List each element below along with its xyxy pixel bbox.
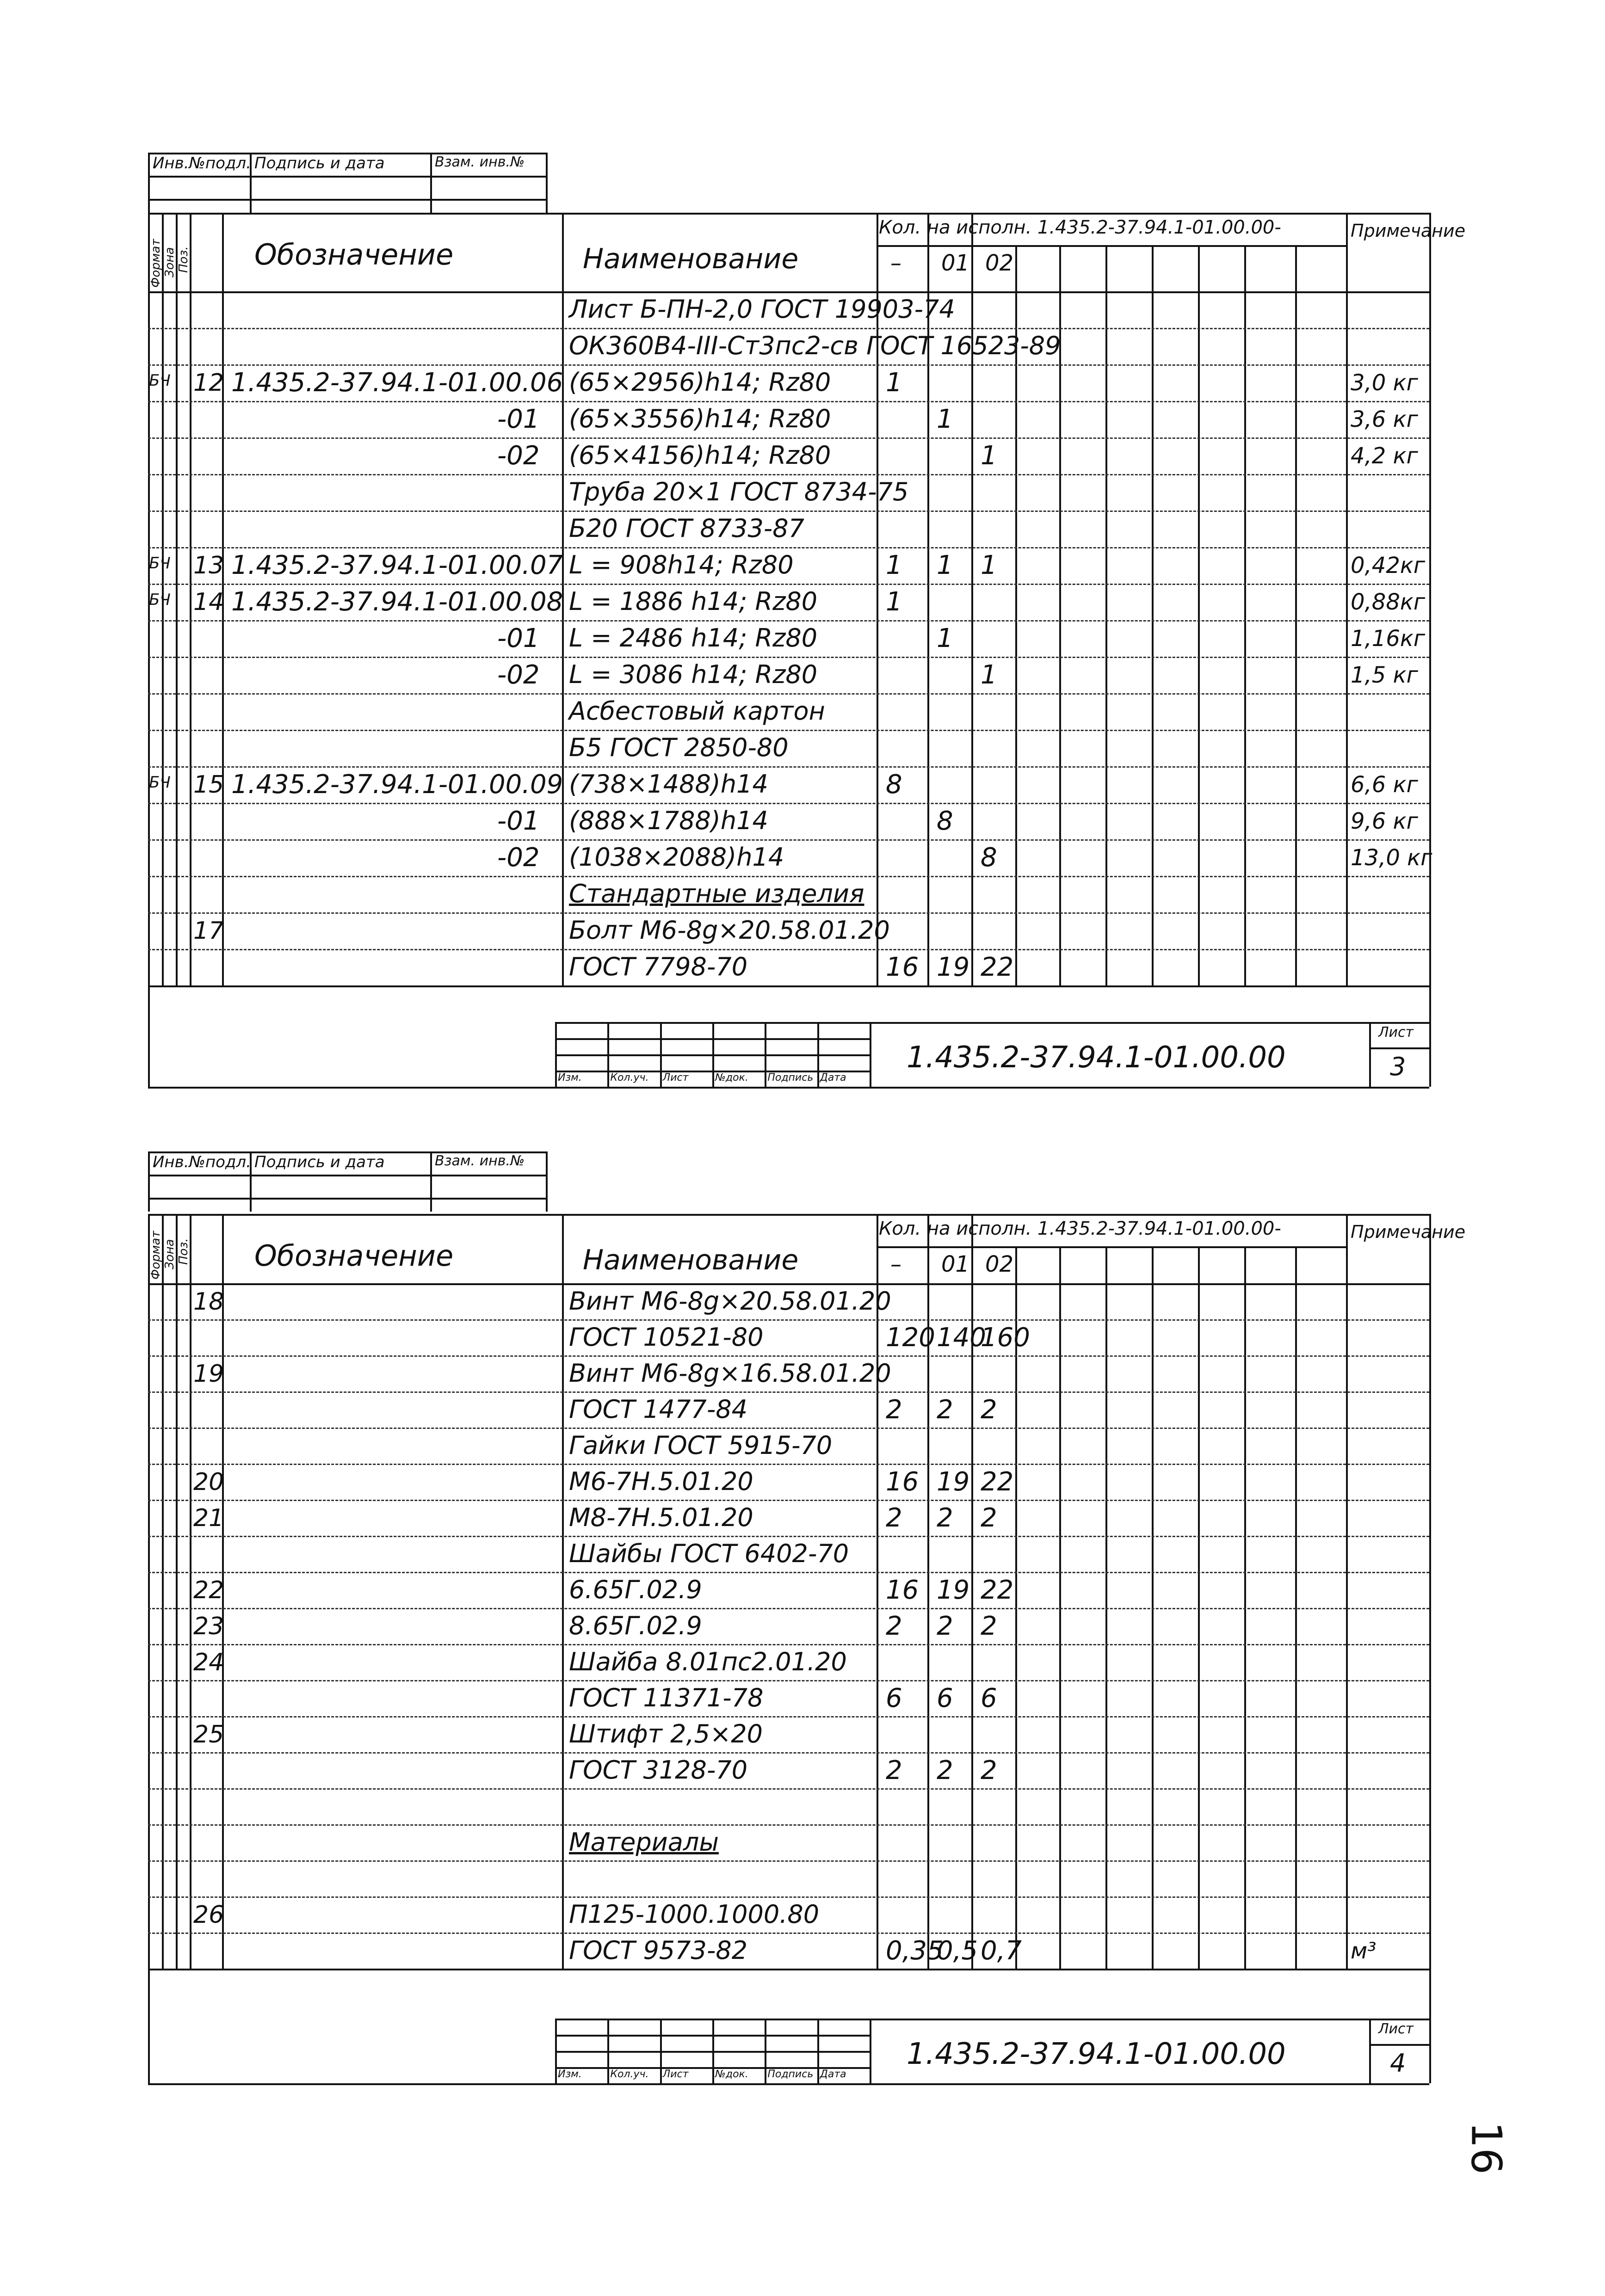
row-name: (65×4156)h14; Rz80 <box>569 441 831 470</box>
row-qty-1: 19 <box>937 952 970 982</box>
title-block-col-label: Лист <box>662 1072 689 1083</box>
row-designation: -01 <box>497 404 540 434</box>
header-qty-title: Кол. на исполн. 1.435.2-37.94.1-01.00.00- <box>879 1218 1281 1239</box>
row-name: Шайба 8.01пс2.01.20 <box>569 1647 847 1676</box>
row-qty-0: 2 <box>886 1395 902 1425</box>
rule-line <box>555 2019 1429 2020</box>
rule-line <box>877 1246 1346 1248</box>
rule-line <box>148 1214 1429 1216</box>
row-note: 9,6 кг <box>1351 808 1418 834</box>
rule-line <box>562 1214 564 1969</box>
rule-line <box>148 620 1429 622</box>
title-block-sheet-label: Лист <box>1378 2021 1414 2037</box>
stamp-sign-label: Подпись и дата <box>254 154 385 172</box>
rule-line <box>555 1022 1429 1024</box>
rule-line <box>148 176 546 178</box>
row-name: Гайки ГОСТ 5915-70 <box>569 1431 833 1460</box>
row-position: 20 <box>193 1468 224 1496</box>
header-format: Формат <box>149 239 163 288</box>
rule-line <box>190 1214 191 1969</box>
row-name: М6-7Н.5.01.20 <box>569 1467 753 1496</box>
row-designation: 1.435.2-37.94.1-01.00.06 <box>231 368 563 398</box>
row-name: Асбестовый картон <box>569 696 825 726</box>
row-position: 15 <box>193 771 224 799</box>
row-qty-1: 2 <box>937 1611 953 1641</box>
row-name: ГОСТ 3128-70 <box>569 1755 748 1785</box>
rule-line <box>148 1788 1429 1790</box>
rule-line <box>148 584 1429 585</box>
rule-line <box>148 1500 1429 1501</box>
stamp-sign-label: Подпись и дата <box>254 1153 385 1171</box>
header-qty-col: 01 <box>941 250 970 276</box>
row-position: 17 <box>193 917 224 945</box>
row-qty-1: 2 <box>937 1755 953 1785</box>
rule-line <box>148 1608 1429 1609</box>
rule-line <box>555 2035 870 2037</box>
rule-line <box>1369 2019 1371 2083</box>
title-block-sheet-no: 4 <box>1390 2049 1406 2078</box>
rule-line <box>877 1214 878 1969</box>
title-block-col-label: №док. <box>715 2068 748 2080</box>
row-name: Б20 ГОСТ 8733-87 <box>569 514 804 543</box>
row-qty-2: 1 <box>981 441 997 471</box>
row-qty-1: 140 <box>937 1323 986 1353</box>
row-position: 23 <box>193 1613 224 1640</box>
rule-line <box>877 245 1346 247</box>
row-designation: -02 <box>497 843 540 873</box>
row-qty-2: 0,7 <box>981 1936 1022 1966</box>
row-name: L = 3086 h14; Rz80 <box>569 660 818 689</box>
row-name: (1038×2088)h14 <box>569 843 784 872</box>
row-name: L = 908h14; Rz80 <box>569 550 794 579</box>
row-qty-2: 8 <box>981 843 997 873</box>
row-note: 3,6 кг <box>1351 406 1418 432</box>
row-name: Б5 ГОСТ 2850-80 <box>569 733 789 762</box>
row-designation: 1.435.2-37.94.1-01.00.07 <box>231 550 563 580</box>
title-block-col-label: Подпись <box>767 2068 814 2080</box>
row-position: 22 <box>193 1576 224 1604</box>
rule-line <box>148 876 1429 877</box>
rule-line <box>1369 1047 1429 1049</box>
row-name: (738×1488)h14 <box>569 769 768 799</box>
rule-line <box>148 1319 1429 1321</box>
rule-line <box>148 291 1429 293</box>
row-position: 19 <box>193 1360 224 1388</box>
header-format: Формат <box>149 1231 163 1280</box>
rule-line <box>1295 245 1297 985</box>
row-qty-1: 2 <box>937 1503 953 1533</box>
row-qty-2: 2 <box>981 1395 997 1425</box>
rule-line <box>148 1391 1429 1393</box>
row-qty-1: 1 <box>937 550 953 580</box>
rule-line <box>148 912 1429 914</box>
header-name: Наименование <box>583 243 799 275</box>
rule-line <box>148 1752 1429 1754</box>
row-qty-1: 1 <box>937 623 953 653</box>
row-qty-0: 8 <box>886 769 902 800</box>
rule-line <box>148 213 150 1087</box>
rule-line <box>430 153 432 213</box>
header-pos: Поз. <box>177 1238 191 1265</box>
header-qty-col: 02 <box>985 250 1014 276</box>
row-format: БЧ <box>149 371 171 390</box>
row-position: 26 <box>193 1901 224 1929</box>
row-qty-0: 16 <box>886 1575 919 1605</box>
rule-line <box>148 1175 546 1176</box>
rule-line <box>870 1022 871 1087</box>
rule-line <box>148 766 1429 768</box>
rule-line <box>148 1969 1429 1970</box>
rule-line <box>148 437 1429 439</box>
rule-line <box>1105 245 1107 985</box>
row-name: (888×1788)h14 <box>569 806 768 835</box>
rule-line <box>148 1283 1429 1285</box>
rule-line <box>148 1536 1429 1537</box>
row-name: Болт М6-8g×20.58.01.20 <box>569 916 890 945</box>
row-qty-0: 120 <box>886 1323 935 1353</box>
title-block-col-label: Кол.уч. <box>610 2068 649 2080</box>
row-qty-2: 2 <box>981 1611 997 1641</box>
rule-line <box>1152 245 1154 985</box>
rule-line <box>148 1087 1429 1089</box>
row-name: П125-1000.1000.80 <box>569 1900 820 1929</box>
rule-line <box>870 2019 871 2083</box>
row-name: L = 1886 h14; Rz80 <box>569 587 818 616</box>
row-qty-2: 22 <box>981 1575 1014 1605</box>
title-block-col-label: Изм. <box>558 2068 582 2080</box>
title-block-col-label: Подпись <box>767 1072 814 1083</box>
row-name: 6.65Г.02.9 <box>569 1575 702 1604</box>
rule-line <box>148 153 150 213</box>
row-qty-1: 19 <box>937 1467 970 1497</box>
rule-line <box>1429 213 1431 1087</box>
row-name: Труба 20×1 ГОСТ 8734-75 <box>569 477 909 506</box>
header-zone: Зона <box>163 247 177 277</box>
row-name: ГОСТ 1477-84 <box>569 1395 748 1424</box>
row-position: 14 <box>193 588 224 616</box>
row-name: Стандартные изделия <box>569 879 864 908</box>
rule-line <box>148 199 546 201</box>
rule-line <box>555 2051 870 2053</box>
rule-line <box>148 985 1429 987</box>
row-qty-2: 2 <box>981 1503 997 1533</box>
row-position: 12 <box>193 369 224 397</box>
title-block-col-label: Изм. <box>558 1072 582 1083</box>
title-block-sheet-label: Лист <box>1378 1024 1414 1040</box>
row-designation: -02 <box>497 441 540 471</box>
row-name: L = 2486 h14; Rz80 <box>569 623 818 652</box>
row-name: ГОСТ 9573-82 <box>569 1936 748 1965</box>
row-qty-0: 16 <box>886 952 919 982</box>
rule-line <box>148 474 1429 475</box>
rule-line <box>148 1428 1429 1429</box>
row-qty-0: 2 <box>886 1755 902 1785</box>
row-qty-1: 2 <box>937 1395 953 1425</box>
row-name: ГОСТ 11371-78 <box>569 1683 764 1712</box>
rule-line <box>148 1151 150 1212</box>
row-name: (65×2956)h14; Rz80 <box>569 368 831 397</box>
page-number: 16 <box>1462 2121 1511 2175</box>
rule-line <box>1244 245 1246 985</box>
title-block-col-label: Дата <box>820 2068 846 2080</box>
row-name: Штифт 2,5×20 <box>569 1719 763 1748</box>
row-note: 3,0 кг <box>1351 370 1418 396</box>
rule-line <box>148 213 1429 215</box>
row-note: 4,2 кг <box>1351 443 1418 469</box>
row-qty-1: 8 <box>937 806 953 836</box>
row-qty-1: 6 <box>937 1683 953 1713</box>
row-name: М8-7Н.5.01.20 <box>569 1503 753 1532</box>
rule-line <box>555 1054 870 1056</box>
row-qty-0: 2 <box>886 1503 902 1533</box>
row-qty-0: 0,35 <box>886 1936 944 1966</box>
rule-line <box>1429 1214 1431 2083</box>
row-qty-0: 2 <box>886 1611 902 1641</box>
row-name: 8.65Г.02.9 <box>569 1611 702 1640</box>
rule-line <box>148 1572 1429 1573</box>
rule-line <box>176 1214 178 1969</box>
row-format: БЧ <box>149 554 171 572</box>
header-qty-col: – <box>890 250 901 276</box>
rule-line <box>148 1355 1429 1357</box>
rule-line <box>430 1151 432 1212</box>
rule-line <box>1198 245 1200 985</box>
row-qty-1: 0,5 <box>937 1936 978 1966</box>
stamp-vzam-label: Взам. инв.№ <box>435 1153 525 1169</box>
header-note: Примечание <box>1351 1222 1466 1242</box>
header-pos: Поз. <box>177 246 191 273</box>
rule-line <box>1346 1214 1348 1969</box>
rule-line <box>148 1896 1429 1898</box>
rule-line <box>148 1860 1429 1862</box>
row-qty-2: 1 <box>981 550 997 580</box>
rule-line <box>148 1824 1429 1826</box>
stamp-inv-label: Инв.№подл. <box>153 154 251 172</box>
stamp-vzam-label: Взам. инв.№ <box>435 154 525 170</box>
row-qty-2: 6 <box>981 1683 997 1713</box>
row-designation: -02 <box>497 660 540 690</box>
row-designation: -01 <box>497 806 540 836</box>
row-qty-2: 2 <box>981 1755 997 1785</box>
rule-line <box>148 839 1429 841</box>
row-qty-2: 1 <box>981 660 997 690</box>
row-qty-2: 160 <box>981 1323 1030 1353</box>
row-format: БЧ <box>149 591 171 609</box>
row-name: Винт М6-8g×16.58.01.20 <box>569 1359 891 1388</box>
title-block-code: 1.435.2-37.94.1-01.00.00 <box>907 1040 1286 1075</box>
rule-line <box>1369 2044 1429 2046</box>
title-block-col-label: Кол.уч. <box>610 1072 649 1083</box>
row-name: Шайбы ГОСТ 6402-70 <box>569 1539 849 1568</box>
row-name: Лист Б-ПН-2,0 ГОСТ 19903-74 <box>569 295 955 324</box>
rule-line <box>1369 1022 1371 1087</box>
rule-line <box>148 657 1429 658</box>
rule-line <box>546 1151 548 1212</box>
rule-line <box>148 1933 1429 1934</box>
rule-line <box>148 730 1429 731</box>
row-qty-1: 19 <box>937 1575 970 1605</box>
title-block-sheet-no: 3 <box>1390 1052 1406 1081</box>
row-position: 25 <box>193 1721 224 1748</box>
row-qty-0: 1 <box>886 368 902 398</box>
rule-line <box>148 1680 1429 1681</box>
title-block-col-label: Лист <box>662 2068 689 2080</box>
row-position: 21 <box>193 1504 224 1532</box>
header-designation: Обозначение <box>254 1239 454 1273</box>
row-name: ГОСТ 10521-80 <box>569 1323 764 1352</box>
row-note: 1,16кг <box>1351 626 1426 652</box>
rule-line <box>148 803 1429 804</box>
rule-line <box>148 1464 1429 1465</box>
row-position: 13 <box>193 552 224 579</box>
header-name: Наименование <box>583 1244 799 1276</box>
rule-line <box>148 511 1429 512</box>
row-note: 1,5 кг <box>1351 662 1418 688</box>
header-qty-col: – <box>890 1251 901 1277</box>
header-qty-col: 02 <box>985 1251 1014 1277</box>
row-note: 6,6 кг <box>1351 772 1418 798</box>
rule-line <box>546 153 548 213</box>
header-zone: Зона <box>163 1239 177 1269</box>
rule-line <box>148 1214 150 2083</box>
row-position: 24 <box>193 1649 224 1676</box>
title-block-col-label: Дата <box>820 1072 846 1083</box>
row-name: Винт М6-8g×20.58.01.20 <box>569 1286 891 1316</box>
row-designation: 1.435.2-37.94.1-01.00.08 <box>231 587 563 617</box>
rule-line <box>148 949 1429 950</box>
row-name: ОК360В4-III-Ст3пс2-св ГОСТ 16523-89 <box>569 331 1061 360</box>
row-qty-0: 16 <box>886 1467 919 1497</box>
rule-line <box>148 547 1429 548</box>
header-qty-title: Кол. на исполн. 1.435.2-37.94.1-01.00.00- <box>879 217 1281 238</box>
row-qty-2: 22 <box>981 1467 1014 1497</box>
header-qty-col: 01 <box>941 1251 970 1277</box>
row-name: (65×3556)h14; Rz80 <box>569 404 831 433</box>
title-block-col-label: №док. <box>715 1072 748 1083</box>
stamp-inv-label: Инв.№подл. <box>153 1153 251 1171</box>
rule-line <box>148 693 1429 695</box>
rule-line <box>148 401 1429 402</box>
rule-line <box>555 1038 870 1040</box>
rule-line <box>162 1214 164 1969</box>
rule-line <box>148 364 1429 366</box>
row-qty-0: 6 <box>886 1683 902 1713</box>
rule-line <box>148 1644 1429 1645</box>
rule-line <box>148 1716 1429 1717</box>
row-note: м³ <box>1351 1938 1377 1964</box>
row-position: 18 <box>193 1288 224 1316</box>
row-note: 0,42кг <box>1351 553 1426 579</box>
header-note: Примечание <box>1351 221 1466 241</box>
row-note: 13,0 кг <box>1351 845 1432 871</box>
title-block-code: 1.435.2-37.94.1-01.00.00 <box>907 2037 1286 2071</box>
rule-line <box>148 2083 1429 2085</box>
row-note: 0,88кг <box>1351 589 1426 615</box>
row-name: Материалы <box>569 1828 719 1857</box>
row-qty-0: 1 <box>886 550 902 580</box>
rule-line <box>148 328 1429 329</box>
header-designation: Обозначение <box>254 238 454 271</box>
row-format: БЧ <box>149 773 171 792</box>
rule-line <box>148 1198 546 1200</box>
row-designation: -01 <box>497 623 540 653</box>
row-qty-0: 1 <box>886 587 902 617</box>
row-qty-2: 22 <box>981 952 1014 982</box>
row-name: ГОСТ 7798-70 <box>569 952 748 981</box>
row-designation: 1.435.2-37.94.1-01.00.09 <box>231 769 563 800</box>
row-qty-1: 1 <box>937 404 953 434</box>
